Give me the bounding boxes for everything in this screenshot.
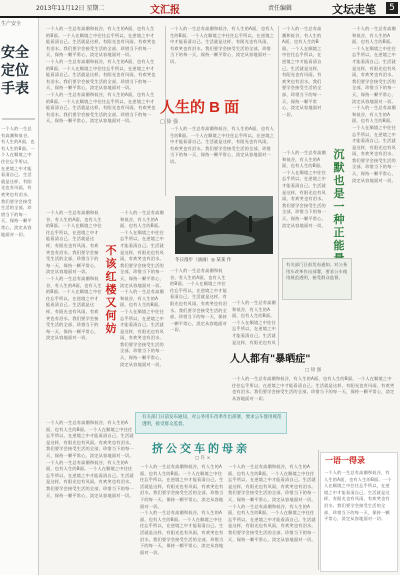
adjacent-page-strip [0, 18, 39, 575]
column-text: 一个人的一生总有高潮和低谷，有人生的A面，也有人生的B面。一个人在顺境之中往往忘乎所以，在逆境之中才能看清自己。生活就是这样，有阳光也有风雨，有欢笑也有泪水。我们要学会接受生活的全部，珍惜当下的每一天，保持一颗平常心，淡定从容地面对一切。 [120, 289, 164, 367]
editor-note: 责任编辑 [268, 5, 293, 12]
column-text: 一个人的一生总有高潮和低谷，有人生的A面，也有人生的B面。一个人在顺境之中往往忘乎所以，在逆境之中才能看清自己。生活就是这样，有阳光也有风雨，有欢笑也有泪水。我们要学会接受生活的全部，珍惜当下的每一天，保持一颗平常心，淡定从容地面对一切。 [170, 26, 274, 64]
red-vertical-title: 不该红楼又何妨 [105, 244, 117, 335]
bus-byline: □ 许 × [195, 456, 211, 461]
article-column [46, 210, 102, 410]
sidebar-title-accent: 一语 [325, 456, 341, 465]
header-date: 2013年11月12日 星期二 [36, 5, 105, 12]
column-text: 一个人的一生总有高潮和低谷，有人生的A面，也有人生的B面。一个人在顺境之中往往忘乎所以，在逆境之中才能看清自己。生活就是这样，有阳光也有风雨，有欢笑也有泪水。我们要学会接受生活的全部，珍惜当下的每一天，保持一颗平常心，淡定从容地面对一切。 [352, 105, 396, 183]
column-text: 一个人的一生总有高潮和低谷，有人生的A面，也有人生的B面。一个人在顺境之中往往忘乎所以，在逆境之中才能看清自己。生活就是这样，有阳光也有风雨，有欢笑也有泪水。我们要学会接受生活的全部，珍惜当下的每一天，保持一颗平常心，淡定从容地面对一切。 [228, 464, 316, 502]
page-number: 5 [386, 2, 398, 14]
article-column [46, 26, 156, 206]
bus-headline: 挤公交车的母亲 [152, 442, 250, 455]
article-column [232, 300, 277, 345]
column-text: 一个人的一生总有高潮和低谷，有人生的A面，也有人生的B面。一个人在顺境之中往往忘乎所以，在逆境之中才能看清自己。生活就是这样，有阳光也有风雨，有欢笑也有泪水。我们要学会接受生活的全部，珍惜当下的每一天，保持一颗平常心，淡定从容地面对一切。 [282, 150, 326, 228]
column-text: 一个人的一生总有高潮和低谷，有人生的A面，也有人生的B面。一个人在顺境之中往往忘乎所以，在逆境之中才能看清自己。生活就是这样，有阳光也有风雨，有欢笑也有泪水。我们要学会接受生活的全部，珍惜当下的每一天，保持一颗平常心，淡定从容地面对一切。 [232, 376, 395, 401]
green-vertical-title: 沉默也是一种正能 [333, 148, 345, 252]
article-column [232, 376, 396, 408]
column-text: 一个人的一生总有高潮和低谷，有人生的A面，也有人生的B面。一个人在顺境之中往往忘乎所以，在逆境之中才能看清自己。生活就是这样，有阳光也有风 [232, 300, 276, 345]
sidebar-text: 一个人的一生总有高潮和低谷，有人生的A面，也有人生的B面。一个人在顺境之中往往忘乎所以，在逆境之中才能看清自己。生活就是这样，有阳光也有风雨，有欢笑也有泪水。我们要学会接受生活的全部，珍惜当下的每一天，保持一颗平常心，淡定从容地面对一切。 [324, 470, 392, 522]
article-column [140, 464, 225, 570]
section-title: 文坛走笔 [332, 3, 376, 16]
sidebar-body [324, 470, 392, 566]
divider [2, 118, 35, 120]
adjacent-body-text: 一个人的一生总有高潮和低谷，有人生的A面，也有人生的B面。一个人在顺境之中往往忘乎所以，在逆境之中才能看清自己。生活就是这样，有阳光也有风雨，有欢笑也有泪水。我们要学会接受生活的全部，珍惜当下的每一天，保持一颗平常心，淡定从容地面对一切。 [1, 126, 35, 237]
column-text: 一个人的一生总有高潮和低谷，有人生的A面，也有人生的B面。一个人在顺境之中往往忘乎所以，在逆境之中才能看清自己。生活就是这样，有阳光也有风雨，有欢笑也有泪水。我们要学会接受生活的全部，珍惜当下的每一天，保持一颗平常心，淡定从容地面对一切。 [46, 275, 102, 341]
face-headline: 人生的 B 面 [160, 99, 240, 116]
photo-caption: 冬日漫步（油画）◎ 某某 作 [175, 258, 232, 263]
article-column [170, 26, 275, 92]
column-text: 一个人的一生总有高潮和低谷，有人生的A面，也有人生的B面。一个人在顺境之中往往忘乎所以，在逆境之中才能看清自己。生活就是这样，有阳光也有风雨，有欢笑也有泪水。我们要学会接受生活的全部，珍惜当下的每一天，保持一颗平常心，淡定从容地面对一切。 [228, 503, 316, 542]
adjacent-headline: 安全定位手表 [1, 45, 29, 97]
article-column [170, 268, 230, 408]
photo [175, 196, 273, 254]
notice-text: 有关部门日前发布通知，对公务用车改革作出部署，要求公车使用规范透明，接受群众监督。 [142, 415, 282, 427]
column-text: 一个人的一生总有高潮和低谷，有人生的A面，也有人生的B面。一个人在顺境之中往往忘乎所以，在逆境之中才能看清自己。生活就是这样，有阳光也有风雨，有欢笑也有泪水。我们要学会接受生活的全部，珍惜当下的每一天，保持一颗平常心，淡定从容地面对一切。 [46, 459, 134, 498]
article-column [282, 150, 326, 330]
column-text: 一个人的一生总有高潮和低谷，有人生的A面，也有人生的B面。一个人在顺境之中往往忘乎所以，在逆境之中才能看清自己。生活就是这样，有阳光也有风雨，有欢笑也有泪水。我们要学会接受生活的全部，珍惜当下的每一天，保持一颗平常心，淡定从容地面对一切。 [170, 126, 274, 164]
column-text: 一个人的一生总有高潮和低谷，有人生的A面，也有人生的B面。一个人在顺境之中往往忘乎所以，在逆境之中才能看清自己。生活就是这样，有阳光也有风雨，有欢笑也有泪水。我们要学会接受生活的全部，珍惜当下的每一天，保持一颗平常心，淡定从容地面对一切。 [46, 26, 156, 58]
column-text: 一个人的一生总有高潮和低谷，有人生的A面，也有人生的B面。一个人在顺境之中往往忘乎所以，在逆境之中才能看清自己。生活就是这样，有阳光也有风雨，有欢笑也有泪水。我们要学会接受生活的全部，珍惜当下的每一天，保持一颗平常心，淡定从容地面对一切。 [46, 91, 156, 124]
sidebar-title [325, 455, 365, 466]
column-text: 一个人的一生总有高潮和低谷，有人生的A面，也有人生的B面。一个人在顺境之中往往忘乎所以，在逆境之中才能看清自己。生活就是这样，有阳光也有风雨，有欢笑也有泪水。我们要学会接受生活的全部，珍惜当下的每一天，保持一颗平常心，淡定从容地面对一切。 [46, 420, 134, 458]
column-rule [278, 26, 279, 346]
everyone-headline: 人人都有"暴晒症" [230, 354, 311, 365]
article-column [170, 126, 275, 192]
column-text: 一个人的一生总有高潮和低谷，有人生的A面，也有人生的B面。一个人在顺境之中往往忘乎所以，在逆境之中才能看清自己。生活就是这样，有阳光也有风雨，有欢笑也有泪水。我们要学会接受生活的全部，珍惜当下的每一天，保持一颗平常心，淡定从容地面对一切。 [46, 210, 102, 275]
sidebar-title-rest: 一得录 [341, 456, 365, 465]
column-text: 一个人的一生总有高潮和低谷，有人生的A面，也有人生的B面。一个人在顺境之中往往忘乎所以，在逆境之中才能看清自己。生活就是这样，有阳光也有风雨，有欢笑也有泪水。我们要学会接受生活的全部，珍惜当下的每一天，保持一颗平常心，淡定从容地面对一切。 [140, 464, 224, 509]
info-box [282, 258, 352, 300]
column-text: 一个人的一生总有高潮和低谷，有人生的A面，也有人生的B面。一个人在顺境之中往往忘乎所以，在逆境之中才能看清自己。生活就是这样，有阳光也有风雨，有欢笑也有泪水。我们要学会接受生活的全部，珍惜当下的每一天，保持一颗平常心，淡定从容地面对一切。 [46, 58, 156, 91]
column-text: 一个人的一生总有高潮和低谷，有人生的A面，也有人生的B面。一个人在顺境之中往往忘乎所以，在逆境之中才能看清自己。生活就是这样，有阳光也有风雨，有欢笑也有泪水。我们要学会接受生活的全部，珍惜当下的每一天，保持一颗平常心，淡定从容地面对一切。 [140, 510, 224, 555]
page-header [0, 0, 400, 18]
column-text: 一个人的一生总有高潮和低谷，有人生的A面，也有人生的B面。一个人在顺境之中往往忘乎所以，在逆境之中才能看清自己。生活就是这样，有阳光也有风雨，有欢笑也有泪水。我们要学会接受生活的全部，珍惜当下的每一天，保持一颗平常心，淡定从容地面对一切。 [352, 26, 396, 104]
face-byline: □ 徐 强 [160, 119, 178, 125]
article-column [46, 420, 136, 570]
article-column [120, 210, 164, 410]
column-text: 一个人的一生总有高潮和低谷，有人生的A面，也有人生的B面。一个人在顺境之中往往忘乎所以，在逆境之中才能看清自己。生活就是这样，有阳光也有风雨，有欢笑也有泪水。我们要学会接受生活的全部，珍惜当下的每一天，保持一颗平常心，淡定从容地面对一切。 [120, 210, 164, 288]
landscape-image [175, 196, 273, 254]
paper-name: 文汇报 [150, 5, 180, 16]
column-rule [318, 450, 319, 570]
column-text: 一个人的一生总有高潮和低谷，有人生的A面，也有人生的B面。一个人在顺境之中往往忘乎所以，在逆境之中才能看清自己。生活就是这样，有阳光也有风雨，有欢笑也有泪水。我们要学会接受生活的全部，珍惜当下的每一天，保持一颗平常心，淡定从容地面对一切。 [170, 268, 228, 333]
info-box-text: 有关部门日前发布通知，对公务用车改革作出部署，要求公车使用规范透明，接受群众监督。 [286, 262, 348, 281]
column-text: 一个人的一生总有高潮和低谷，有人生的A面，也有人生的B面。一个人在顺境之中往往忘乎所以，在逆境之中才能看清自己。生活就是这样，有阳光也有风雨，有欢笑也有泪水。我们要学会接受生活的全部，珍惜当下的每一天，保持一颗平常心，淡定从容地面对一切。 [282, 26, 322, 117]
article-column [228, 464, 316, 570]
everyone-byline: □ 徐 强 [305, 368, 322, 373]
article-column [282, 26, 322, 146]
adjacent-top-text: 生产安全 [1, 21, 22, 27]
article-column [352, 26, 396, 326]
